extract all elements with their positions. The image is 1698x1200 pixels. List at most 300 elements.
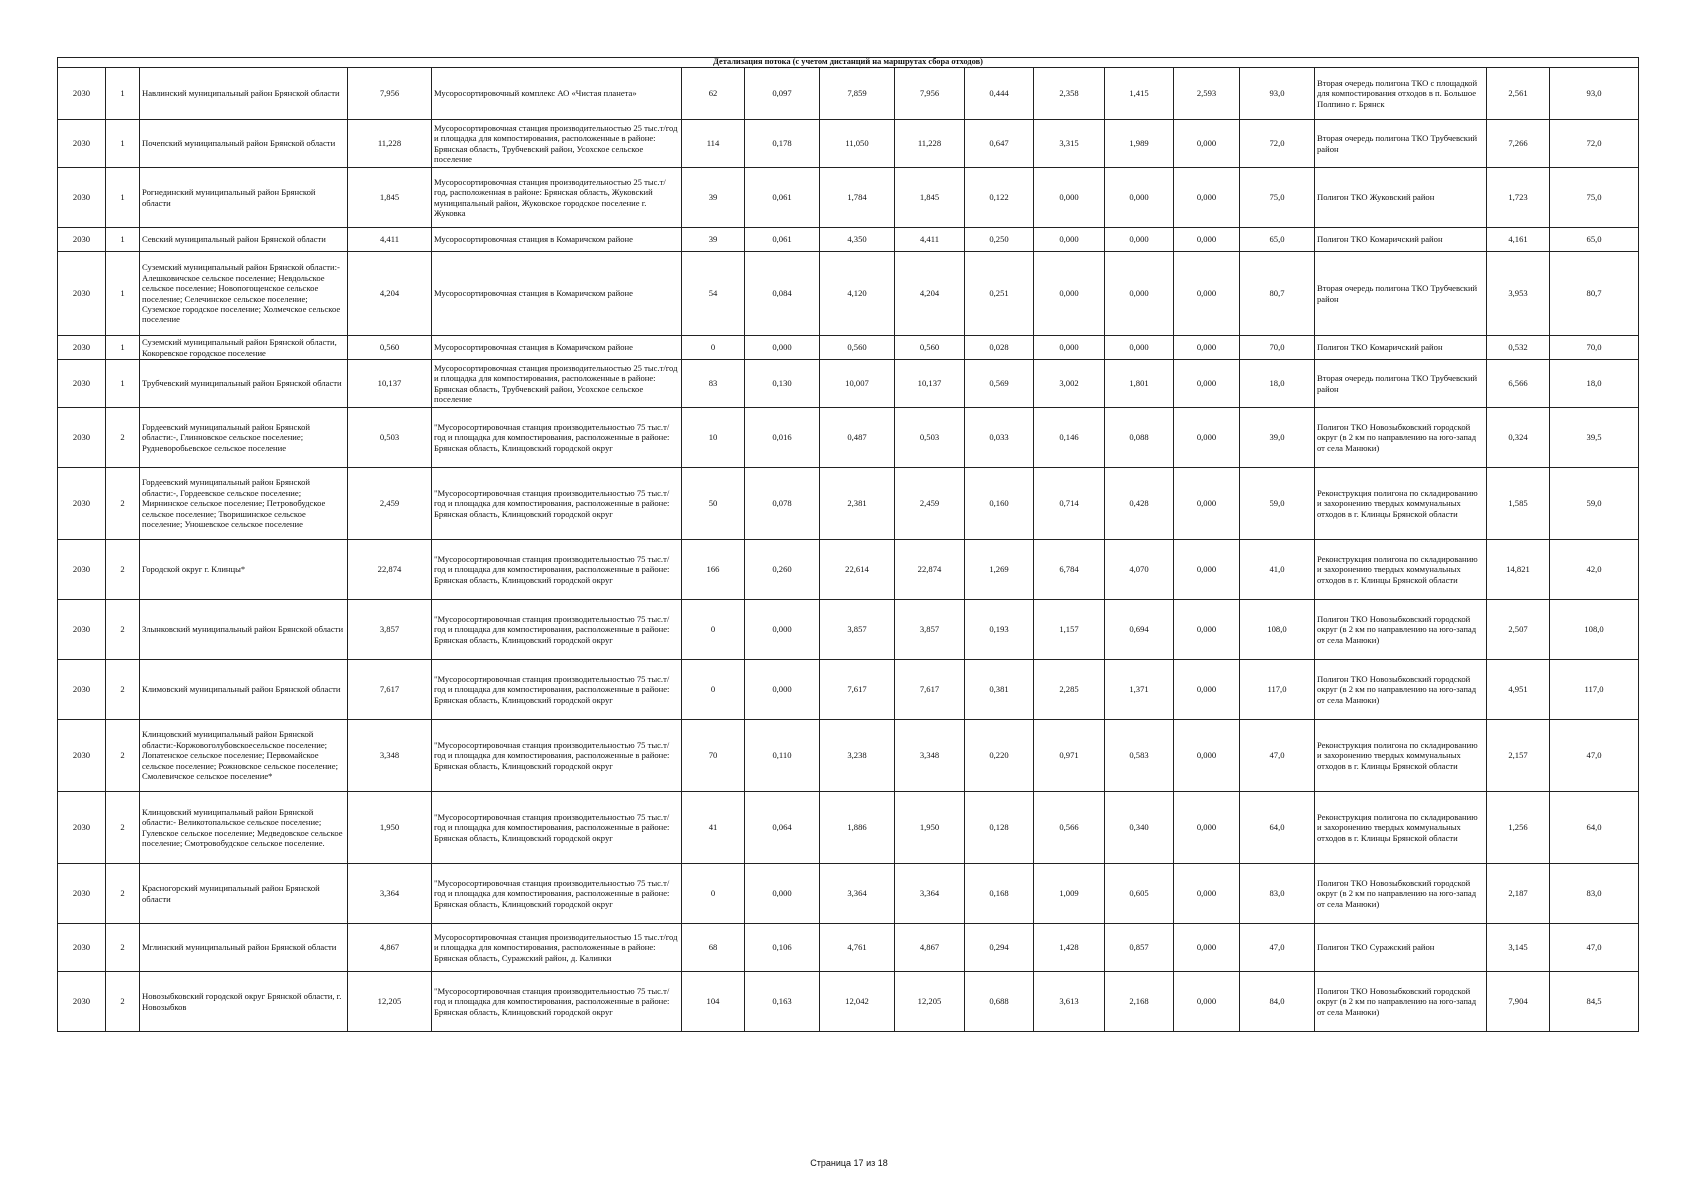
destination-cell: Полигон ТКО Новозыбковский городской округ (в 2 км по направлению на юго-запад от села Манюки) <box>1315 408 1487 468</box>
table-header: Детализация потока (с учетом дистанций на маршрутах сбора отходов) <box>58 58 1639 68</box>
value-cell: 7,904 <box>1487 972 1550 1032</box>
value-cell: 0,168 <box>965 864 1034 924</box>
value-cell: 4,204 <box>895 252 965 336</box>
value-cell: 59,0 <box>1240 468 1315 540</box>
year-cell: 2030 <box>58 360 106 408</box>
zone-cell: 1 <box>106 120 140 168</box>
value-cell: 0,688 <box>965 972 1034 1032</box>
destination-cell: Полигон ТКО Новозыбковский городской округ (в 2 км по направлению на юго-запад от села Манюки) <box>1315 660 1487 720</box>
value-cell: 39,0 <box>1240 408 1315 468</box>
destination-cell: Вторая очередь полигона ТКО Трубчевский район <box>1315 120 1487 168</box>
value-cell: 64,0 <box>1240 792 1315 864</box>
value-cell: 0,028 <box>965 336 1034 360</box>
table-row <box>58 360 1639 408</box>
value-cell: 41,0 <box>1240 540 1315 600</box>
value-cell: 108,0 <box>1550 600 1639 660</box>
zone-cell: 1 <box>106 252 140 336</box>
table-row <box>58 924 1639 972</box>
value-cell: 1,157 <box>1034 600 1105 660</box>
facility-cell: Мусоросортировочная станция в Комаричском районе <box>432 336 682 360</box>
value-cell: 114 <box>682 120 745 168</box>
table-row <box>58 408 1639 468</box>
year-cell: 2030 <box>58 540 106 600</box>
value-cell: 0,000 <box>1174 252 1240 336</box>
value-cell: 0,088 <box>1105 408 1174 468</box>
value-cell: 1,723 <box>1487 168 1550 228</box>
value-cell: 0,000 <box>1174 864 1240 924</box>
value-cell: 0,130 <box>745 360 820 408</box>
facility-cell: Мусоросортировочная станция производительностью 25 тыс.т/год и площадка для компостирования, расположенные в районе: Брянская область, Трубчевский район, Усохское сельское поселение <box>432 360 682 408</box>
facility-cell: Мусоросортировочный комплекс АО «Чистая планета» <box>432 68 682 120</box>
value-cell: 3,364 <box>820 864 895 924</box>
district-cell: Злынковский муниципальный район Брянской области <box>140 600 348 660</box>
value-cell: 18,0 <box>1240 360 1315 408</box>
value-cell: 1,371 <box>1105 660 1174 720</box>
year-cell: 2030 <box>58 660 106 720</box>
value-cell: 4,867 <box>348 924 432 972</box>
value-cell: 6,566 <box>1487 360 1550 408</box>
value-cell: 0,078 <box>745 468 820 540</box>
value-cell: 0,000 <box>1174 792 1240 864</box>
destination-cell: Реконструкция полигона по складированию и захоронению твердых коммунальных отходов в г. Клинцы Брянской области <box>1315 720 1487 792</box>
value-cell: 0,605 <box>1105 864 1174 924</box>
zone-cell: 2 <box>106 792 140 864</box>
value-cell: 47,0 <box>1550 720 1639 792</box>
value-cell: 0,294 <box>965 924 1034 972</box>
value-cell: 0,000 <box>1105 252 1174 336</box>
value-cell: 3,613 <box>1034 972 1105 1032</box>
value-cell: 2,168 <box>1105 972 1174 1032</box>
value-cell: 0,000 <box>1174 660 1240 720</box>
value-cell: 3,315 <box>1034 120 1105 168</box>
district-cell: Городской округ г. Клинцы* <box>140 540 348 600</box>
value-cell: 3,002 <box>1034 360 1105 408</box>
value-cell: 0,857 <box>1105 924 1174 972</box>
value-cell: 0,428 <box>1105 468 1174 540</box>
value-cell: 93,0 <box>1550 68 1639 120</box>
facility-cell: "Мусоросортировочная станция производительностью 75 тыс.т/год и площадка для компостирования, расположенные в районе: Брянская область, Клинцовский городской округ <box>432 408 682 468</box>
year-cell: 2030 <box>58 924 106 972</box>
value-cell: 0,163 <box>745 972 820 1032</box>
value-cell: 0,532 <box>1487 336 1550 360</box>
zone-cell: 2 <box>106 468 140 540</box>
value-cell: 0,178 <box>745 120 820 168</box>
value-cell: 42,0 <box>1550 540 1639 600</box>
value-cell: 6,784 <box>1034 540 1105 600</box>
destination-cell: Вторая очередь полигона ТКО с площадкой для компостирования отходов в п. Большое Полпино г. Брянск <box>1315 68 1487 120</box>
value-cell: 4,161 <box>1487 228 1550 252</box>
district-cell: Мглинский муниципальный район Брянской области <box>140 924 348 972</box>
value-cell: 0,061 <box>745 228 820 252</box>
value-cell: 0,000 <box>1174 540 1240 600</box>
value-cell: 0,160 <box>965 468 1034 540</box>
zone-cell: 1 <box>106 228 140 252</box>
value-cell: 0 <box>682 864 745 924</box>
value-cell: 10,137 <box>895 360 965 408</box>
value-cell: 0 <box>682 600 745 660</box>
table-row <box>58 864 1639 924</box>
value-cell: 72,0 <box>1550 120 1639 168</box>
value-cell: 11,050 <box>820 120 895 168</box>
district-cell: Новозыбковский городской округ Брянской области, г. Новозыбков <box>140 972 348 1032</box>
value-cell: 22,874 <box>348 540 432 600</box>
table-row <box>58 252 1639 336</box>
table-row <box>58 720 1639 792</box>
zone-cell: 2 <box>106 972 140 1032</box>
year-cell: 2030 <box>58 720 106 792</box>
destination-cell: Полигон ТКО Новозыбковский городской округ (в 2 км по направлению на юго-запад от села Манюки) <box>1315 864 1487 924</box>
value-cell: 0,016 <box>745 408 820 468</box>
year-cell: 2030 <box>58 600 106 660</box>
destination-cell: Вторая очередь полигона ТКО Трубчевский район <box>1315 252 1487 336</box>
facility-cell: Мусоросортировочная станция производительностью 15 тыс.т/год и площадка для компостирования, расположенные в районе: Брянская область, Суражский район, д. Калинки <box>432 924 682 972</box>
value-cell: 10,007 <box>820 360 895 408</box>
value-cell: 0,000 <box>1174 468 1240 540</box>
destination-cell: Полигон ТКО Суражский район <box>1315 924 1487 972</box>
value-cell: 1,415 <box>1105 68 1174 120</box>
value-cell: 0,000 <box>1174 360 1240 408</box>
zone-cell: 2 <box>106 864 140 924</box>
zone-cell: 2 <box>106 720 140 792</box>
flow-detail-table <box>57 57 1639 1032</box>
value-cell: 0,971 <box>1034 720 1105 792</box>
district-cell: Севский муниципальный район Брянской области <box>140 228 348 252</box>
destination-cell: Полигон ТКО Жуковский район <box>1315 168 1487 228</box>
value-cell: 1,950 <box>895 792 965 864</box>
value-cell: 62 <box>682 68 745 120</box>
value-cell: 0,714 <box>1034 468 1105 540</box>
value-cell: 0,097 <box>745 68 820 120</box>
value-cell: 22,614 <box>820 540 895 600</box>
value-cell: 0,560 <box>895 336 965 360</box>
value-cell: 7,617 <box>820 660 895 720</box>
value-cell: 0,583 <box>1105 720 1174 792</box>
table-row <box>58 972 1639 1032</box>
value-cell: 1,784 <box>820 168 895 228</box>
facility-cell: Мусоросортировочная станция производительностью 25 тыс.т/год, расположенная в районе: Брянская область, Жуковский муниципальный район, Жуковское городское поселение г. Жуковка <box>432 168 682 228</box>
value-cell: 0,064 <box>745 792 820 864</box>
value-cell: 117,0 <box>1550 660 1639 720</box>
value-cell: 75,0 <box>1550 168 1639 228</box>
facility-cell: Мусоросортировочная станция в Комаричском районе <box>432 252 682 336</box>
value-cell: 0,000 <box>745 600 820 660</box>
value-cell: 4,761 <box>820 924 895 972</box>
value-cell: 2,507 <box>1487 600 1550 660</box>
district-cell: Навлинский муниципальный район Брянской области <box>140 68 348 120</box>
destination-cell: Полигон ТКО Новозыбковский городской округ (в 2 км по направлению на юго-запад от села Манюки) <box>1315 972 1487 1032</box>
value-cell: 2,459 <box>348 468 432 540</box>
facility-cell: "Мусоросортировочная станция производительностью 75 тыс.т/год и площадка для компостирования, расположенные в районе: Брянская область, Клинцовский городской округ <box>432 468 682 540</box>
value-cell: 0,560 <box>348 336 432 360</box>
value-cell: 11,228 <box>348 120 432 168</box>
value-cell: 4,070 <box>1105 540 1174 600</box>
district-cell: Гордеевский муниципальный район Брянской области:-, Глинновское сельское поселение; Рудневоробьевское сельское поселение <box>140 408 348 468</box>
value-cell: 0 <box>682 336 745 360</box>
value-cell: 0,694 <box>1105 600 1174 660</box>
value-cell: 0,000 <box>1174 924 1240 972</box>
year-cell: 2030 <box>58 68 106 120</box>
zone-cell: 1 <box>106 68 140 120</box>
value-cell: 2,593 <box>1174 68 1240 120</box>
destination-cell: Реконструкция полигона по складированию и захоронению твердых коммунальных отходов в г. Клинцы Брянской области <box>1315 468 1487 540</box>
value-cell: 0,487 <box>820 408 895 468</box>
value-cell: 3,348 <box>895 720 965 792</box>
destination-cell: Полигон ТКО Новозыбковский городской округ (в 2 км по направлению на юго-запад от села Манюки) <box>1315 600 1487 660</box>
value-cell: 2,285 <box>1034 660 1105 720</box>
zone-cell: 2 <box>106 924 140 972</box>
value-cell: 0,000 <box>1034 168 1105 228</box>
district-cell: Климовский муниципальный район Брянской области <box>140 660 348 720</box>
zone-cell: 1 <box>106 336 140 360</box>
value-cell: 14,821 <box>1487 540 1550 600</box>
value-cell: 83 <box>682 360 745 408</box>
district-cell: Клинцовский муниципальный район Брянской области:-Коржовоголубовскоесельское поселение; Лопатенское сельское поселение; Первомайское сельское поселение; Рожновское сельское поселение; Смолевичское сельское поселение* <box>140 720 348 792</box>
district-cell: Гордеевский муниципальный район Брянской области:-, Гордеевское сельское поселение; Мирнинское сельское поселение; Петровобудское сельское поселение; Творишинское сельское поселение; Уношевское сельское поселение <box>140 468 348 540</box>
value-cell: 7,956 <box>348 68 432 120</box>
value-cell: 0,000 <box>1174 120 1240 168</box>
facility-cell: "Мусоросортировочная станция производительностью 75 тыс.т/год и площадка для компостирования, расположенные в районе: Брянская область, Клинцовский городской округ <box>432 720 682 792</box>
value-cell: 47,0 <box>1240 720 1315 792</box>
value-cell: 72,0 <box>1240 120 1315 168</box>
value-cell: 0,000 <box>1034 252 1105 336</box>
value-cell: 80,7 <box>1240 252 1315 336</box>
value-cell: 0,000 <box>1174 972 1240 1032</box>
table-row <box>58 792 1639 864</box>
value-cell: 54 <box>682 252 745 336</box>
value-cell: 10,137 <box>348 360 432 408</box>
value-cell: 0,000 <box>1174 228 1240 252</box>
value-cell: 11,228 <box>895 120 965 168</box>
facility-cell: "Мусоросортировочная станция производительностью 75 тыс.т/год и площадка для компостирования, расположенные в районе: Брянская область, Клинцовский городской округ <box>432 660 682 720</box>
value-cell: 0,084 <box>745 252 820 336</box>
district-cell: Клинцовский муниципальный район Брянской области:- Великотопальское сельское поселение; Гулевское сельское поселение; Медведовское сельское поселение; Смотровобудское сельское поселение. <box>140 792 348 864</box>
value-cell: 12,205 <box>348 972 432 1032</box>
value-cell: 0,061 <box>745 168 820 228</box>
value-cell: 1,801 <box>1105 360 1174 408</box>
value-cell: 1,845 <box>895 168 965 228</box>
value-cell: 3,857 <box>895 600 965 660</box>
value-cell: 117,0 <box>1240 660 1315 720</box>
value-cell: 0,106 <box>745 924 820 972</box>
value-cell: 0,444 <box>965 68 1034 120</box>
value-cell: 0,381 <box>965 660 1034 720</box>
year-cell: 2030 <box>58 792 106 864</box>
district-cell: Суземский муниципальный район Брянской области, Кокоревское городское поселение <box>140 336 348 360</box>
value-cell: 12,205 <box>895 972 965 1032</box>
value-cell: 0,033 <box>965 408 1034 468</box>
value-cell: 3,364 <box>895 864 965 924</box>
table-header-row <box>58 58 1639 68</box>
facility-cell: "Мусоросортировочная станция производительностью 75 тыс.т/год и площадка для компостирования, расположенные в районе: Брянская область, Клинцовский городской округ <box>432 600 682 660</box>
value-cell: 0,122 <box>965 168 1034 228</box>
value-cell: 1,585 <box>1487 468 1550 540</box>
year-cell: 2030 <box>58 408 106 468</box>
value-cell: 39 <box>682 168 745 228</box>
value-cell: 0,503 <box>348 408 432 468</box>
value-cell: 0,000 <box>1174 168 1240 228</box>
value-cell: 166 <box>682 540 745 600</box>
zone-cell: 2 <box>106 600 140 660</box>
value-cell: 4,350 <box>820 228 895 252</box>
district-cell: Почепский муниципальный район Брянской области <box>140 120 348 168</box>
value-cell: 70 <box>682 720 745 792</box>
value-cell: 3,238 <box>820 720 895 792</box>
value-cell: 1,428 <box>1034 924 1105 972</box>
value-cell: 0,220 <box>965 720 1034 792</box>
value-cell: 2,187 <box>1487 864 1550 924</box>
table-row <box>58 600 1639 660</box>
value-cell: 0,566 <box>1034 792 1105 864</box>
value-cell: 1,989 <box>1105 120 1174 168</box>
value-cell: 10 <box>682 408 745 468</box>
value-cell: 2,358 <box>1034 68 1105 120</box>
value-cell: 0,000 <box>745 660 820 720</box>
table-row <box>58 228 1639 252</box>
value-cell: 0,647 <box>965 120 1034 168</box>
facility-cell: Мусоросортировочная станция в Комаричском районе <box>432 228 682 252</box>
value-cell: 2,157 <box>1487 720 1550 792</box>
zone-cell: 2 <box>106 408 140 468</box>
table-row <box>58 336 1639 360</box>
value-cell: 0,110 <box>745 720 820 792</box>
value-cell: 12,042 <box>820 972 895 1032</box>
value-cell: 2,381 <box>820 468 895 540</box>
value-cell: 83,0 <box>1550 864 1639 924</box>
value-cell: 65,0 <box>1240 228 1315 252</box>
table-row <box>58 468 1639 540</box>
value-cell: 41 <box>682 792 745 864</box>
value-cell: 0 <box>682 660 745 720</box>
value-cell: 4,120 <box>820 252 895 336</box>
value-cell: 3,145 <box>1487 924 1550 972</box>
value-cell: 0,250 <box>965 228 1034 252</box>
value-cell: 47,0 <box>1550 924 1639 972</box>
value-cell: 7,266 <box>1487 120 1550 168</box>
year-cell: 2030 <box>58 120 106 168</box>
value-cell: 22,874 <box>895 540 965 600</box>
value-cell: 0,128 <box>965 792 1034 864</box>
value-cell: 0,000 <box>745 336 820 360</box>
facility-cell: "Мусоросортировочная станция производительностью 75 тыс.т/год и площадка для компостирования, расположенные в районе: Брянская область, Клинцовский городской округ <box>432 540 682 600</box>
value-cell: 2,561 <box>1487 68 1550 120</box>
value-cell: 4,867 <box>895 924 965 972</box>
value-cell: 1,269 <box>965 540 1034 600</box>
value-cell: 1,009 <box>1034 864 1105 924</box>
table-row <box>58 660 1639 720</box>
value-cell: 4,411 <box>348 228 432 252</box>
value-cell: 0,503 <box>895 408 965 468</box>
value-cell: 0,000 <box>1034 228 1105 252</box>
zone-cell: 1 <box>106 168 140 228</box>
value-cell: 68 <box>682 924 745 972</box>
value-cell: 4,411 <box>895 228 965 252</box>
value-cell: 0,000 <box>745 864 820 924</box>
value-cell: 0,560 <box>820 336 895 360</box>
destination-cell: Реконструкция полигона по складированию и захоронению твердых коммунальных отходов в г. Клинцы Брянской области <box>1315 540 1487 600</box>
facility-cell: "Мусоросортировочная станция производительностью 75 тыс.т/год и площадка для компостирования, расположенные в районе: Брянская область, Клинцовский городской округ <box>432 792 682 864</box>
page-number: Страница 17 из 18 <box>810 1158 888 1168</box>
year-cell: 2030 <box>58 252 106 336</box>
value-cell: 0,146 <box>1034 408 1105 468</box>
year-cell: 2030 <box>58 468 106 540</box>
value-cell: 7,859 <box>820 68 895 120</box>
table-row <box>58 68 1639 120</box>
zone-cell: 2 <box>106 540 140 600</box>
value-cell: 3,857 <box>348 600 432 660</box>
value-cell: 70,0 <box>1550 336 1639 360</box>
value-cell: 0,260 <box>745 540 820 600</box>
value-cell: 59,0 <box>1550 468 1639 540</box>
value-cell: 0,000 <box>1034 336 1105 360</box>
value-cell: 7,617 <box>348 660 432 720</box>
value-cell: 0,193 <box>965 600 1034 660</box>
value-cell: 0,000 <box>1105 336 1174 360</box>
table-row <box>58 540 1639 600</box>
zone-cell: 2 <box>106 660 140 720</box>
value-cell: 4,204 <box>348 252 432 336</box>
value-cell: 0,340 <box>1105 792 1174 864</box>
value-cell: 64,0 <box>1550 792 1639 864</box>
value-cell: 3,857 <box>820 600 895 660</box>
value-cell: 75,0 <box>1240 168 1315 228</box>
value-cell: 3,953 <box>1487 252 1550 336</box>
value-cell: 0,000 <box>1174 336 1240 360</box>
district-cell: Трубчевский муниципальный район Брянской области <box>140 360 348 408</box>
year-cell: 2030 <box>58 972 106 1032</box>
value-cell: 65,0 <box>1550 228 1639 252</box>
value-cell: 47,0 <box>1240 924 1315 972</box>
table-row <box>58 120 1639 168</box>
value-cell: 0,324 <box>1487 408 1550 468</box>
value-cell: 7,956 <box>895 68 965 120</box>
destination-cell: Реконструкция полигона по складированию и захоронению твердых коммунальных отходов в г. Клинцы Брянской области <box>1315 792 1487 864</box>
year-cell: 2030 <box>58 864 106 924</box>
facility-cell: Мусоросортировочная станция производительностью 25 тыс.т/год и площадка для компостирования, расположенные в районе: Брянская область, Трубчевский район, Усохское сельское поселение <box>432 120 682 168</box>
value-cell: 0,000 <box>1174 720 1240 792</box>
value-cell: 1,886 <box>820 792 895 864</box>
value-cell: 1,845 <box>348 168 432 228</box>
value-cell: 0,000 <box>1174 600 1240 660</box>
value-cell: 0,000 <box>1105 228 1174 252</box>
value-cell: 83,0 <box>1240 864 1315 924</box>
table-row <box>58 168 1639 228</box>
value-cell: 4,951 <box>1487 660 1550 720</box>
facility-cell: "Мусоросортировочная станция производительностью 75 тыс.т/год и площадка для компостирования, расположенные в районе: Брянская область, Клинцовский городской округ <box>432 864 682 924</box>
value-cell: 0,000 <box>1174 408 1240 468</box>
district-cell: Суземский муниципальный район Брянской области:- Алешковичское сельское поселение; Невдольское сельское поселение; Новопогощенское сельское поселение; Селечинское сельское поселение; Суземское городское поселение; Холмечское сельское поселение <box>140 252 348 336</box>
destination-cell: Полигон ТКО Комаричский район <box>1315 336 1487 360</box>
value-cell: 3,364 <box>348 864 432 924</box>
value-cell: 104 <box>682 972 745 1032</box>
year-cell: 2030 <box>58 336 106 360</box>
document-sheet <box>57 57 1638 1032</box>
value-cell: 18,0 <box>1550 360 1639 408</box>
value-cell: 50 <box>682 468 745 540</box>
destination-cell: Вторая очередь полигона ТКО Трубчевский район <box>1315 360 1487 408</box>
value-cell: 1,256 <box>1487 792 1550 864</box>
value-cell: 80,7 <box>1550 252 1639 336</box>
value-cell: 0,569 <box>965 360 1034 408</box>
value-cell: 0,000 <box>1105 168 1174 228</box>
value-cell: 70,0 <box>1240 336 1315 360</box>
district-cell: Рогнединский муниципальный район Брянской области <box>140 168 348 228</box>
value-cell: 84,0 <box>1240 972 1315 1032</box>
value-cell: 84,5 <box>1550 972 1639 1032</box>
district-cell: Красногорский муниципальный район Брянской области <box>140 864 348 924</box>
facility-cell: "Мусоросортировочная станция производительностью 75 тыс.т/год и площадка для компостирования, расположенные в районе: Брянская область, Клинцовский городской округ <box>432 972 682 1032</box>
zone-cell: 1 <box>106 360 140 408</box>
value-cell: 39 <box>682 228 745 252</box>
